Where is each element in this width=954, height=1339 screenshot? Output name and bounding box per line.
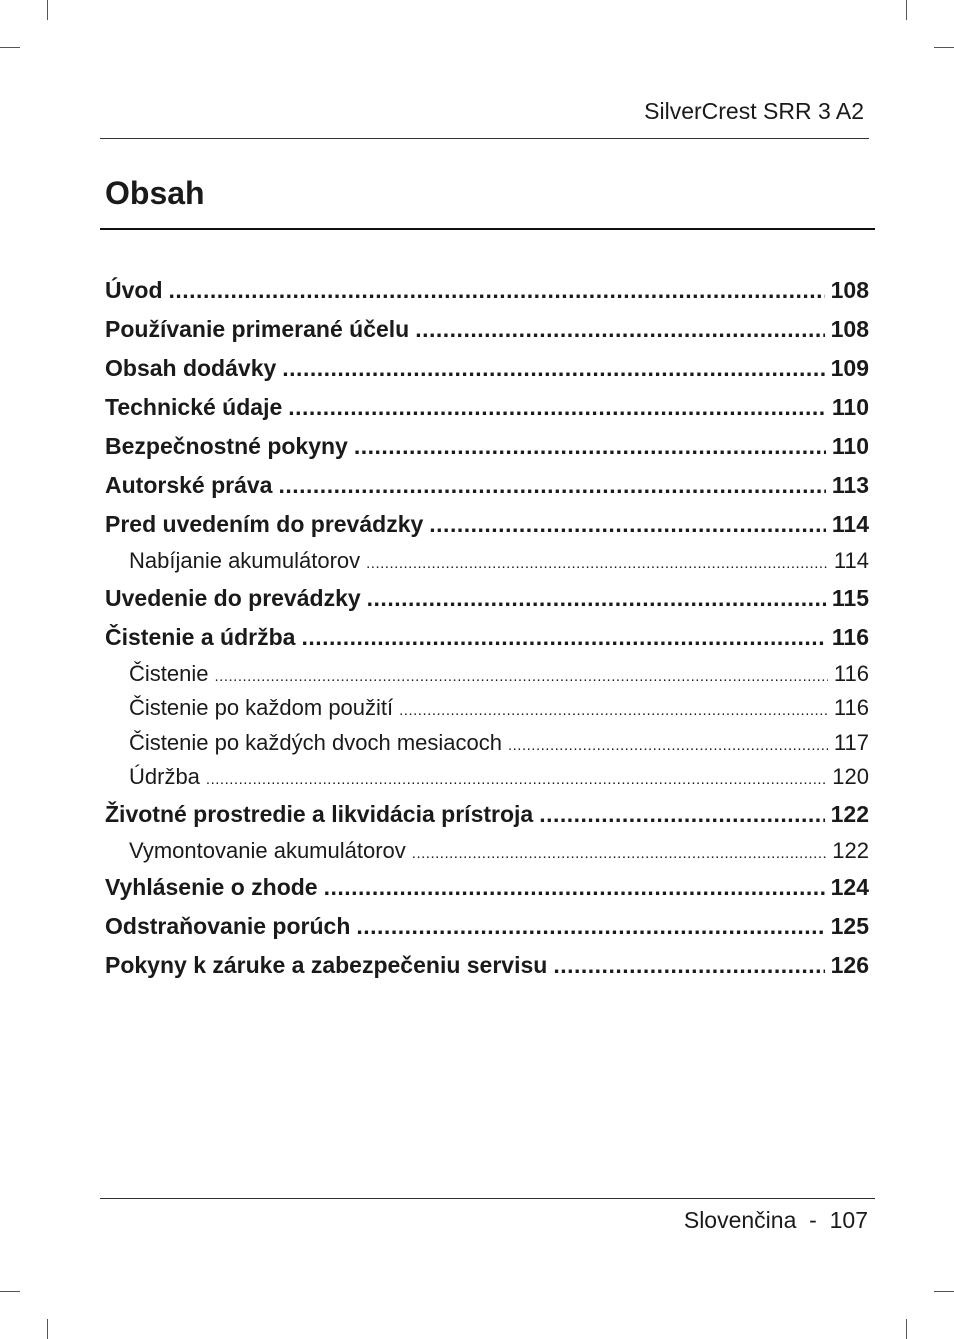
toc-entry-page: 122 bbox=[832, 837, 869, 863]
crop-mark bbox=[47, 0, 48, 20]
toc-entry-label: Technické údaje bbox=[105, 394, 283, 420]
toc-entry-page: 116 bbox=[833, 660, 869, 686]
toc-entry-page: 120 bbox=[832, 764, 869, 789]
title-divider bbox=[100, 228, 875, 230]
toc-leader-dots bbox=[399, 694, 828, 726]
toc-entry-page: 113 bbox=[831, 472, 869, 498]
toc-entry-page: 117 bbox=[833, 729, 869, 755]
crop-mark bbox=[934, 47, 954, 48]
toc-subentry[interactable] bbox=[105, 691, 869, 726]
page-footer bbox=[684, 1207, 868, 1234]
toc-entry[interactable] bbox=[105, 618, 869, 657]
toc-subentry[interactable] bbox=[105, 657, 869, 692]
crop-mark bbox=[934, 1291, 954, 1292]
toc-entry-label: Čistenie po každých dvoch mesiacoch bbox=[129, 729, 502, 755]
toc-entry-label: Úvod bbox=[105, 277, 163, 303]
running-header: SilverCrest SRR 3 A2 bbox=[644, 98, 864, 124]
toc-entry[interactable] bbox=[105, 349, 869, 388]
toc-entry-label: Pred uvedením do prevádzky bbox=[105, 511, 424, 537]
toc-entry-page: 115 bbox=[831, 584, 869, 611]
toc-leader-dots bbox=[356, 907, 824, 946]
toc-subentry[interactable] bbox=[105, 760, 869, 795]
toc-entry-page: 116 bbox=[833, 695, 869, 720]
crop-mark bbox=[906, 0, 907, 20]
toc-entry[interactable] bbox=[105, 271, 869, 310]
toc-entry-label: Bezpečnostné pokyny bbox=[105, 433, 348, 459]
toc-entry[interactable] bbox=[105, 579, 869, 618]
header-divider bbox=[100, 138, 869, 139]
toc-entry-page: 116 bbox=[831, 623, 869, 650]
footer-separator: - bbox=[809, 1207, 817, 1233]
toc-leader-dots bbox=[366, 547, 828, 579]
toc-entry-label: Vyhlásenie o zhode bbox=[105, 874, 318, 900]
toc-entry-label: Autorské práva bbox=[105, 472, 273, 498]
toc-entry[interactable] bbox=[105, 427, 869, 466]
toc-entry-page: 108 bbox=[830, 316, 869, 342]
toc-entry-label: Čistenie a údržba bbox=[105, 623, 296, 650]
toc-entry[interactable] bbox=[105, 946, 869, 985]
toc-entry-label: Údržba bbox=[129, 764, 200, 789]
toc-leader-dots bbox=[539, 795, 824, 834]
toc-entry-label: Vymontovanie akumulátorov bbox=[129, 837, 406, 863]
toc-leader-dots bbox=[282, 349, 824, 388]
toc-entry[interactable] bbox=[105, 795, 869, 834]
toc-leader-dots bbox=[301, 618, 825, 657]
toc-entry-label: Životné prostredie a likvidácia prístroja bbox=[105, 800, 534, 827]
toc-entry[interactable] bbox=[105, 868, 869, 907]
toc-entry-label: Používanie primerané účelu bbox=[105, 316, 410, 342]
toc-leader-dots bbox=[412, 837, 827, 869]
toc-entry-page: 114 bbox=[833, 548, 869, 573]
toc-leader-dots bbox=[206, 763, 826, 795]
crop-mark bbox=[0, 1291, 20, 1292]
toc-subentry[interactable] bbox=[105, 544, 869, 579]
toc-leader-dots bbox=[288, 388, 826, 427]
toc-entry[interactable] bbox=[105, 907, 869, 946]
toc-leader-dots bbox=[367, 579, 826, 618]
toc-subentry[interactable] bbox=[105, 834, 869, 869]
footer-page-number: 107 bbox=[829, 1207, 868, 1233]
toc-leader-dots bbox=[214, 660, 827, 692]
toc-entry-page: 114 bbox=[831, 511, 869, 537]
toc-entry-label: Čistenie bbox=[129, 660, 209, 686]
toc-entry[interactable] bbox=[105, 505, 869, 544]
toc-entry-label: Čistenie po každom použití bbox=[129, 695, 394, 720]
toc-entry-page: 110 bbox=[831, 394, 869, 420]
toc-entry-label: Uvedenie do prevádzky bbox=[105, 584, 361, 611]
toc-entry-page: 125 bbox=[830, 913, 869, 939]
toc-leader-dots bbox=[354, 427, 826, 466]
toc-entry-page: 126 bbox=[830, 952, 869, 978]
toc-entry-page: 124 bbox=[830, 874, 869, 900]
toc-entry-label: Nabíjanie akumulátorov bbox=[129, 548, 361, 573]
toc-entry-page: 108 bbox=[830, 277, 869, 303]
page-title: Obsah bbox=[105, 175, 205, 211]
toc-entry-label: Pokyny k záruke a zabezpečeniu servisu bbox=[105, 952, 548, 978]
toc-leader-dots bbox=[415, 310, 824, 349]
toc-subentry[interactable] bbox=[105, 726, 869, 761]
toc-entry-label: Odstraňovanie porúch bbox=[105, 913, 351, 939]
crop-mark bbox=[0, 47, 20, 48]
toc-entry[interactable] bbox=[105, 310, 869, 349]
toc-entry[interactable] bbox=[105, 466, 869, 505]
toc-entry-page: 110 bbox=[831, 433, 869, 459]
toc-leader-dots bbox=[278, 466, 825, 505]
footer-language: Slovenčina bbox=[683, 1207, 797, 1233]
crop-mark bbox=[906, 1319, 907, 1339]
table-of-contents bbox=[105, 271, 869, 985]
toc-entry-page: 109 bbox=[830, 355, 869, 381]
toc-entry[interactable] bbox=[105, 388, 869, 427]
crop-mark bbox=[47, 1319, 48, 1339]
toc-leader-dots bbox=[169, 271, 825, 310]
toc-leader-dots bbox=[429, 505, 826, 544]
toc-leader-dots bbox=[553, 946, 824, 985]
toc-entry-page: 122 bbox=[830, 800, 869, 827]
toc-leader-dots bbox=[508, 729, 828, 761]
footer-divider bbox=[100, 1198, 875, 1199]
toc-entry-label: Obsah dodávky bbox=[105, 355, 277, 381]
toc-leader-dots bbox=[324, 868, 825, 907]
